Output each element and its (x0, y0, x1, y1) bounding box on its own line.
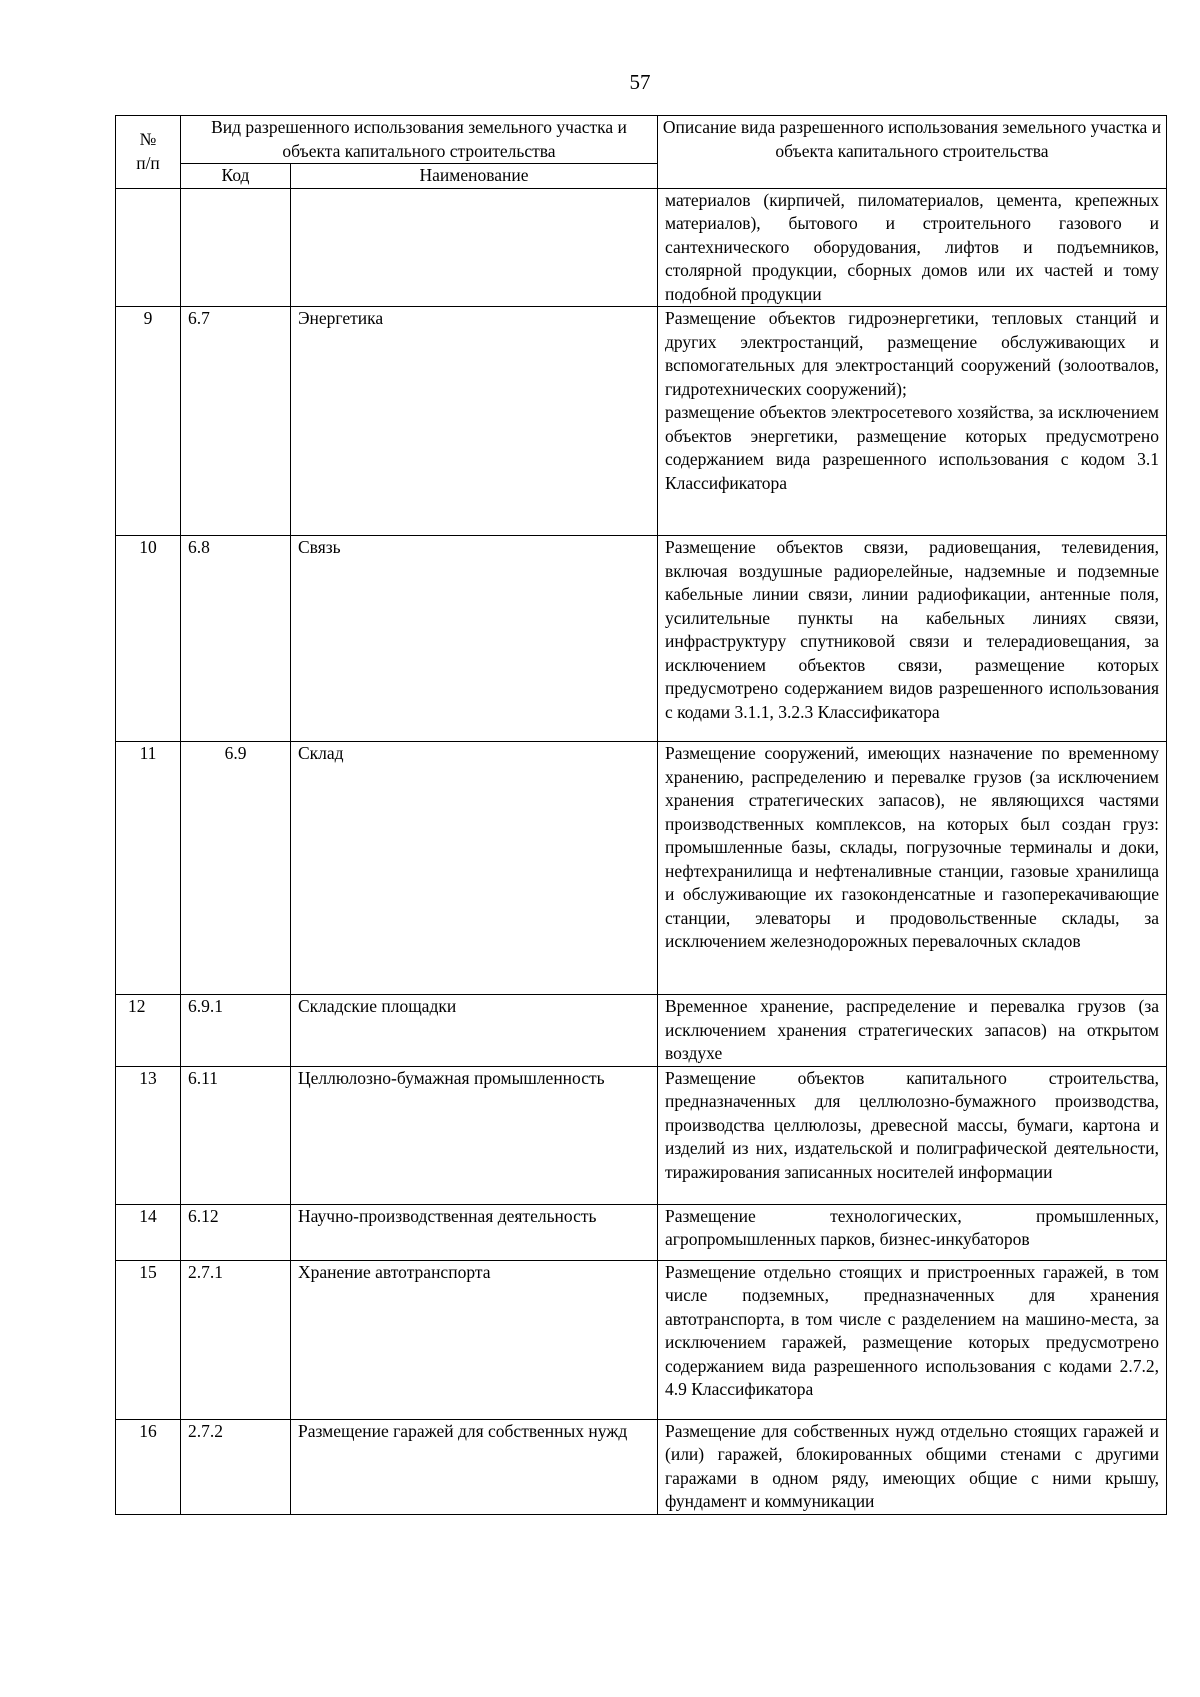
row-name: Размещение гаражей для собственных нужд (291, 1419, 658, 1514)
table-body (116, 188, 1167, 1514)
row-code: 6.7 (181, 307, 291, 536)
row-name: Складские площадки (291, 995, 658, 1067)
row-description (658, 536, 1167, 742)
row-description (658, 995, 1167, 1067)
row-number: 14 (116, 1204, 181, 1260)
row-number: 12 (116, 995, 181, 1067)
table-row (116, 1260, 1167, 1419)
header-name: Наименование (291, 164, 658, 189)
table-row (116, 1066, 1167, 1204)
row-code (181, 188, 291, 307)
row-description (658, 1066, 1167, 1204)
row-number: 15 (116, 1260, 181, 1419)
description-paragraph: Временное хранение, распределение и перевалка грузов (за исключением хранения стратегических запасов) на открытом воздухе (665, 996, 1159, 1063)
header-code: Код (181, 164, 291, 189)
table-row (116, 742, 1167, 995)
description-paragraph: Размещение технологических, промышленных, агропромышленных парков, бизнес-инкубаторов (665, 1205, 1159, 1249)
row-description (658, 1204, 1167, 1260)
row-number: 16 (116, 1419, 181, 1514)
page-number: 57 (629, 70, 651, 94)
row-code: 6.9 (181, 742, 291, 995)
row-code: 6.12 (181, 1204, 291, 1260)
header-num-line2: п/п (136, 152, 160, 173)
row-name: Склад (291, 742, 658, 995)
row-code: 2.7.1 (181, 1260, 291, 1419)
description-paragraph: материалов (кирпичей, пиломатериалов, цемента, крепежных материалов), бытового и строительного газового и сантехнического оборудования, лифтов и подъемников, столярной продукции, сборных домов или их частей и тому подобной продукции (665, 189, 1159, 304)
row-number: 10 (116, 536, 181, 742)
row-description (658, 1419, 1167, 1514)
row-description (658, 742, 1167, 995)
row-description (658, 307, 1167, 536)
row-number (116, 188, 181, 307)
table-row (116, 307, 1167, 536)
row-description (658, 1260, 1167, 1419)
row-number: 13 (116, 1066, 181, 1204)
row-name: Научно-производственная деятельность (291, 1204, 658, 1260)
description-paragraph: Размещение для собственных нужд отдельно стоящих гаражей и (или) гаражей, блокированных общими стенами с другими гаражами в одном ряду, имеющих общие с ними крышу, фундамент и коммуникации (665, 1420, 1159, 1511)
row-number: 11 (116, 742, 181, 995)
row-number: 9 (116, 307, 181, 536)
description-paragraph: Размещение сооружений, имеющих назначение по временному хранению, распределению и перевалке грузов (за исключением хранения стратегических запасов), не являющихся частями производственных комплексов, на которых был создан груз: промышленные базы, склады, погрузочные терминалы и доки, нефтехранилища и нефтеналивные станции, газовые хранилища и обслуживающие их газоконденсатные и газоперекачивающие станции, элеваторы и продовольственные склады, за исключением железнодорожных перевалочных складов (665, 743, 1159, 951)
description-paragraph: Размещение объектов капитального строительства, предназначенных для целлюлозно-бумажного производства, производства целлюлозы, древесной массы, бумаги, картона и изделий из них, издательской и полиграфической деятельности, тиражирования записанных носителей информации (665, 1067, 1159, 1182)
row-name: Энергетика (291, 307, 658, 536)
row-code: 6.11 (181, 1066, 291, 1204)
description-paragraph: Размещение объектов связи, радиовещания, телевидения, включая воздушные радиорелейные, надземные и подземные кабельные линии связи, линии радиофикации, антенные поля, усилительные пункты на кабельных линиях связи, инфраструктуру спутниковой связи и телерадиовещания, за исключением объектов связи, размещение которых предусмотрено содержанием видов разрешенного использования с кодами 3.1.1, 3.2.3 Классификатора (665, 537, 1159, 722)
header-num (116, 116, 181, 189)
row-name: Связь (291, 536, 658, 742)
row-name: Целлюлозно-бумажная промышленность (291, 1066, 658, 1204)
table-row (116, 188, 1167, 307)
description-paragraph: Размещение объектов гидроэнергетики, тепловых станций и других электростанций, размещение обслуживающих и вспомогательных для электростанций сооружений (золоотвалов, гидротехнических сооружений); (665, 308, 1159, 399)
row-code: 6.8 (181, 536, 291, 742)
row-code: 2.7.2 (181, 1419, 291, 1514)
row-description (658, 188, 1167, 307)
description-paragraph: размещение объектов электросетевого хозяйства, за исключением объектов энергетики, размещение которых предусмотрено содержанием вида разрешенного использования с кодом 3.1 Классификатора (665, 402, 1159, 493)
land-use-table (115, 115, 1167, 1515)
header-vid-title: Вид разрешенного использования земельного участка и объекта капитального строительства (181, 116, 658, 164)
header-num-line1: № (139, 129, 157, 150)
table-row (116, 1204, 1167, 1260)
row-name: Хранение автотранспорта (291, 1260, 658, 1419)
table-row (116, 995, 1167, 1067)
description-paragraph: Размещение отдельно стоящих и пристроенных гаражей, в том числе подземных, предназначенных для хранения автотранспорта, в том числе с разделением на машино-места, за исключением гаражей, размещение которых предусмотрено содержанием вида разрешенного использования с кодами 2.7.2, 4.9 Классификатора (665, 1261, 1159, 1399)
table-row (116, 1419, 1167, 1514)
row-code: 6.9.1 (181, 995, 291, 1067)
table-row (116, 536, 1167, 742)
row-name (291, 188, 658, 307)
header-description: Описание вида разрешенного использования земельного участка и объекта капитального строительства (658, 116, 1167, 189)
